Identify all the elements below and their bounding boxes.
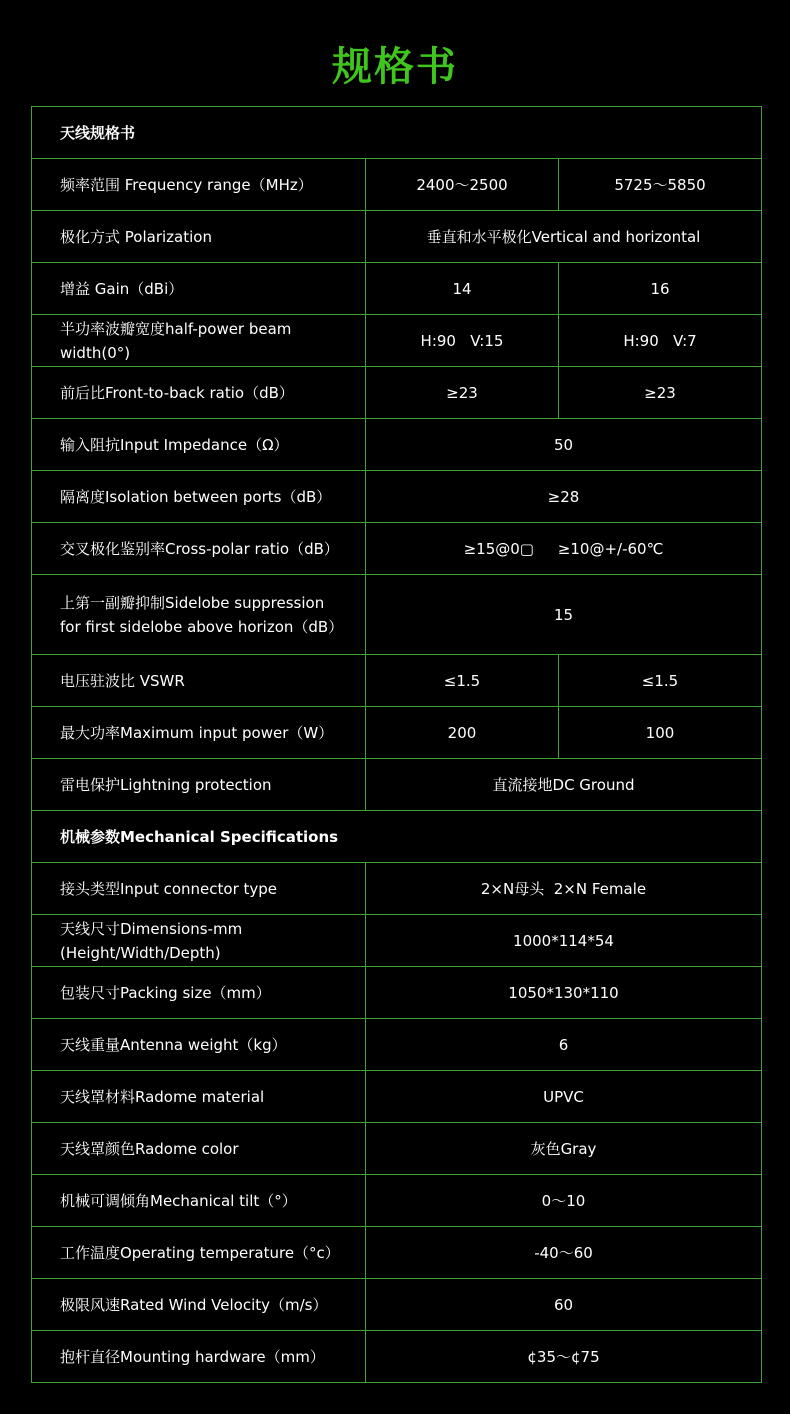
- antenna-heading: 天线规格书: [32, 107, 762, 159]
- table-row: [32, 575, 762, 655]
- row-value: 60: [366, 1279, 762, 1331]
- row-label: 包装尺寸Packing size（mm）: [32, 967, 366, 1019]
- table-row: [32, 263, 762, 315]
- row-value: ≥28: [366, 471, 762, 523]
- table-row: [32, 1227, 762, 1279]
- row-value: ≤1.5: [559, 655, 762, 707]
- row-value: ¢35～¢75: [366, 1331, 762, 1383]
- row-value: UPVC: [366, 1071, 762, 1123]
- row-value: 5725～5850: [559, 159, 762, 211]
- spec-table: [31, 106, 762, 1383]
- row-value: 15: [366, 575, 762, 655]
- row-value: 2400～2500: [366, 159, 559, 211]
- row-value: 直流接地DC Ground: [366, 759, 762, 811]
- row-label: 前后比Front-to-back ratio（dB）: [32, 367, 366, 419]
- row-value: -40～60: [366, 1227, 762, 1279]
- table-row: [32, 1071, 762, 1123]
- row-label: 频率范围 Frequency range（MHz）: [32, 159, 366, 211]
- row-value: 1050*130*110: [366, 967, 762, 1019]
- row-label: 天线罩颜色Radome color: [32, 1123, 366, 1175]
- row-value: 0～10: [366, 1175, 762, 1227]
- row-value: 6: [366, 1019, 762, 1071]
- row-value: 2×N母头 2×N Female: [366, 863, 762, 915]
- table-row: [32, 367, 762, 419]
- row-value: 16: [559, 263, 762, 315]
- row-label: 极限风速Rated Wind Velocity（m/s）: [32, 1279, 366, 1331]
- table-row: [32, 211, 762, 263]
- table-row: [32, 315, 762, 367]
- table-row: [32, 159, 762, 211]
- row-label: 天线罩材料Radome material: [32, 1071, 366, 1123]
- table-row: [32, 419, 762, 471]
- row-value: ≥23: [559, 367, 762, 419]
- mechanical-heading: 机械参数Mechanical Specifications: [32, 811, 762, 863]
- table-row: [32, 1279, 762, 1331]
- row-value: 50: [366, 419, 762, 471]
- row-label: 工作温度Operating temperature（°c）: [32, 1227, 366, 1279]
- row-value: 1000*114*54: [366, 915, 762, 967]
- page-title: 规格书: [332, 44, 458, 90]
- table-row: [32, 1175, 762, 1227]
- row-value: 100: [559, 707, 762, 759]
- row-value: ≥23: [366, 367, 559, 419]
- table-row: [32, 655, 762, 707]
- table-row: [32, 471, 762, 523]
- row-label: 极化方式 Polarization: [32, 211, 366, 263]
- row-label: 抱杆直径Mounting hardware（mm）: [32, 1331, 366, 1383]
- row-label: 增益 Gain（dBi）: [32, 263, 366, 315]
- row-label: 机械可调倾角Mechanical tilt（°）: [32, 1175, 366, 1227]
- row-label: 接头类型Input connector type: [32, 863, 366, 915]
- row-label: 半功率波瓣宽度half-power beam width(0°): [32, 315, 366, 367]
- row-label: 隔离度Isolation between ports（dB）: [32, 471, 366, 523]
- row-value: 垂直和水平极化Vertical and horizontal: [366, 211, 762, 263]
- antenna-section-header: [32, 107, 762, 159]
- row-label: 输入阻抗Input Impedance（Ω）: [32, 419, 366, 471]
- row-label: 天线重量Antenna weight（kg）: [32, 1019, 366, 1071]
- row-value: ≥15@0▢ ≥10@+/-60℃: [366, 523, 762, 575]
- table-row: [32, 1019, 762, 1071]
- row-label: 天线尺寸Dimensions-mm (Height/Width/Depth): [32, 915, 366, 967]
- table-row: [32, 915, 762, 967]
- table-row: [32, 707, 762, 759]
- row-label: 最大功率Maximum input power（W）: [32, 707, 366, 759]
- table-row: [32, 759, 762, 811]
- row-value: 灰色Gray: [366, 1123, 762, 1175]
- row-value: 200: [366, 707, 559, 759]
- row-label: 电压驻波比 VSWR: [32, 655, 366, 707]
- row-label: 上第一副瓣抑制Sidelobe suppression for first sidelobe above horizon（dB）: [32, 575, 366, 655]
- table-row: [32, 1123, 762, 1175]
- table-row: [32, 967, 762, 1019]
- table-row: [32, 863, 762, 915]
- row-value: H:90 V:15: [366, 315, 559, 367]
- mechanical-section-header: [32, 811, 762, 863]
- row-value: H:90 V:7: [559, 315, 762, 367]
- row-value: ≤1.5: [366, 655, 559, 707]
- row-label: 雷电保护Lightning protection: [32, 759, 366, 811]
- table-row: [32, 1331, 762, 1383]
- row-label: 交叉极化鉴别率Cross-polar ratio（dB）: [32, 523, 366, 575]
- table-row: [32, 523, 762, 575]
- row-value: 14: [366, 263, 559, 315]
